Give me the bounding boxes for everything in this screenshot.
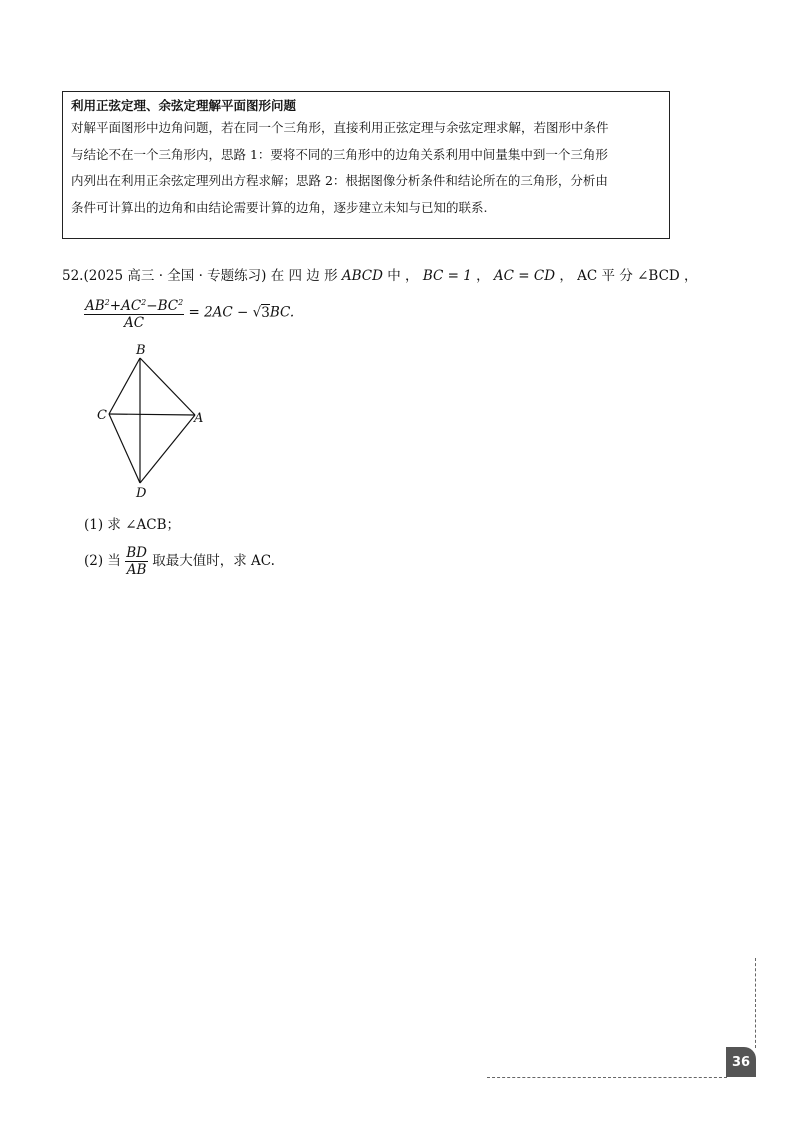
problem-source: (2025 高三 · 全国 · 专题练习) bbox=[83, 268, 267, 284]
quadrilateral-figure bbox=[90, 338, 220, 504]
vertex-label-c: C bbox=[97, 408, 107, 423]
statement-text: 中 ， bbox=[382, 268, 423, 284]
separator: ， bbox=[555, 268, 578, 284]
diagonal-ca bbox=[109, 414, 195, 415]
formula-rhs-end: BC. bbox=[269, 304, 295, 321]
note-line: 内列出在利用正余弦定理列出方程求解；思路 2：根据图像分析条件和结论所在的三角形，分析由 bbox=[71, 173, 608, 188]
fraction-numerator: $AB^2+AC^2-BC^2$ bbox=[84, 295, 184, 315]
question-2-suffix: 取最大值时，求 AC. bbox=[147, 553, 275, 569]
quadrilateral-name: ABCD bbox=[341, 268, 383, 284]
separator: ， bbox=[679, 268, 698, 284]
vertex-label-a: A bbox=[194, 411, 204, 426]
note-title: 利用正弦定理、余弦定理解平面图形问题 bbox=[71, 98, 297, 113]
ratio-denominator: AB bbox=[126, 562, 147, 578]
sqrt-argument: 3 bbox=[261, 304, 270, 321]
question-2-prefix: (2) 当 bbox=[84, 553, 126, 569]
statement-text: 在 四 边 形 bbox=[266, 268, 342, 284]
method-note-box bbox=[62, 91, 670, 239]
formula-fraction bbox=[84, 295, 184, 331]
condition-bisector: AC 平 分 ∠BCD bbox=[577, 268, 680, 284]
note-line: 与结论不在一个三角形内，思路 1：要将不同的三角形中的边角关系利用中间量集中到一个三角形 bbox=[71, 146, 608, 162]
note-body bbox=[71, 115, 661, 221]
problem-number: 52. bbox=[62, 268, 84, 284]
note-line: 条件可计算出的边角和由结论需要计算的边角，逐步建立未知与已知的联系. bbox=[71, 199, 488, 215]
page-corner-dashed-horizontal bbox=[487, 1077, 727, 1078]
ratio-fraction bbox=[125, 545, 148, 578]
note-line: 对解平面图形中边角问题，若在同一个三角形，直接利用正弦定理与余弦定理求解，若图形中条件 bbox=[71, 120, 609, 135]
vertex-label-d: D bbox=[136, 486, 147, 501]
sqrt-symbol: √ bbox=[252, 304, 262, 321]
fraction-denominator: AC bbox=[124, 315, 145, 331]
condition-ac-cd: AC = CD bbox=[493, 268, 556, 284]
formula-rhs: = 2AC − bbox=[184, 304, 253, 321]
question-2 bbox=[84, 545, 275, 578]
problem-52 bbox=[62, 266, 752, 286]
condition-bc: BC = 1 bbox=[422, 268, 472, 284]
page-corner-dashed-vertical bbox=[755, 958, 756, 1048]
given-formula bbox=[84, 295, 294, 331]
edge-ad bbox=[140, 415, 195, 483]
edge-ba bbox=[140, 358, 195, 415]
problem-statement bbox=[62, 266, 752, 286]
vertex-label-b: B bbox=[136, 343, 146, 358]
edge-bc bbox=[109, 358, 140, 414]
page-number: 36 bbox=[726, 1047, 756, 1077]
ratio-numerator: BD bbox=[126, 545, 147, 561]
question-1: (1) 求 ∠ACB； bbox=[84, 517, 181, 533]
separator: ， bbox=[471, 268, 494, 284]
edge-cd bbox=[109, 414, 140, 483]
